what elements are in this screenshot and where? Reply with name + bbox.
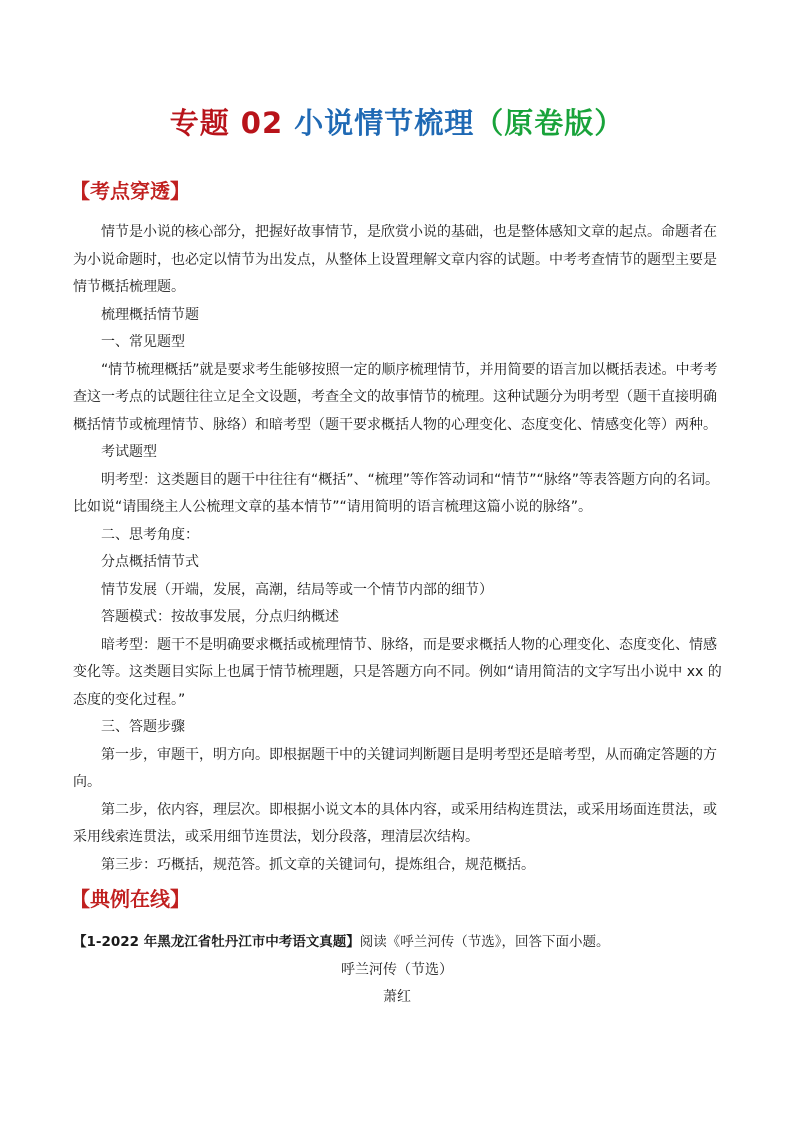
page-title — [0, 103, 794, 143]
section-heading-dianli: 【典例在线】 — [70, 887, 190, 911]
paragraph-subheading: 梳理概括情节题 — [101, 306, 199, 323]
paragraph-step-3: 第三步：巧概括，规范答。抓文章的关键词句，提炼组合，规范概括。 — [101, 856, 535, 873]
passage-title: 呼兰河传（节选） — [341, 962, 453, 978]
paragraph-heading-3: 三、答题步骤 — [101, 719, 185, 735]
title-edition: （原卷版） — [474, 106, 625, 140]
example-source: 【1-2022 年黑龙江省牡丹江市中考语文真题】 — [73, 934, 360, 950]
paragraph-explicit-type: 明考型：这类题目的题干中往往有“概括”、“梳理”等作答动词和“情节”“脉络”等表答题方向的名词。比如说“请围绕主人公梳理文章的基本情节”“请用简明的语言梳理这篇小说的脉络”。 — [73, 471, 720, 515]
paragraph-method: 分点概括情节式 — [101, 554, 199, 570]
title-topic-name: 小说情节梳理 — [294, 106, 475, 140]
paragraph-step-2: 第二步，依内容，理层次。即根据小说文本的具体内容，或采用结构连贯法，或采用场面连贯法，或采用线索连贯法，或采用细节连贯法，划分段落，理清层次结构。 — [73, 801, 717, 845]
title-topic-number: 专题 02 — [169, 106, 284, 140]
example-intro — [73, 930, 753, 954]
paragraph-heading-2: 二、思考角度： — [101, 526, 199, 543]
paragraph-exam-type: 考试题型 — [101, 444, 157, 460]
paragraph-plot-development: 情节发展（开端，发展，高潮，结局等或一个情节内部的细节） — [101, 581, 493, 598]
paragraph-step-1: 第一步，审题干，明方向。即根据题干中的关键词判断题目是明考型还是暗考型，从而确定答题的方向。 — [73, 746, 717, 790]
paragraph-answer-mode: 答题模式：按故事发展，分点归纳概述 — [101, 609, 339, 625]
paragraph-intro: 情节是小说的核心部分，把握好故事情节，是欣赏小说的基础，也是整体感知文章的起点。命题者在为小说命题时，也必定以情节为出发点，从整体上设置理解文章内容的试题。中考考查情节的题型主要是情节概括梳理题。 — [73, 224, 717, 295]
example-instruction: 阅读《呼兰河传（节选》，回答下面小题。 — [359, 934, 610, 950]
kaodian-body — [73, 219, 723, 879]
section-heading-kaodian: 【考点穿透】 — [70, 179, 190, 203]
paragraph-definition: “情节梳理概括”就是要求考生能够按照一定的顺序梳理情节，并用简要的语言加以概括表述。中考考查这一考点的试题往往立足全文设题，考查全文的故事情节的梳理。这种试题分为明考型（题干直接明确概括情节或梳理情节、脉络）和暗考型（题干要求概括人物的心理变化、态度变化、情感变化等）两种。 — [73, 361, 718, 433]
passage-author: 萧红 — [383, 989, 411, 1005]
paragraph-implicit-type: 暗考型：题干不是明确要求概括或梳理情节、脉络，而是要求概括人物的心理变化、态度变化、情感变化等。这类题目实际上也属于情节梳理题，只是答题方向不同。例如“请用简洁的文字写出小说中 xx 的态度的变化过程。” — [73, 636, 722, 708]
paragraph-heading-1: 一、常见题型 — [101, 334, 185, 350]
